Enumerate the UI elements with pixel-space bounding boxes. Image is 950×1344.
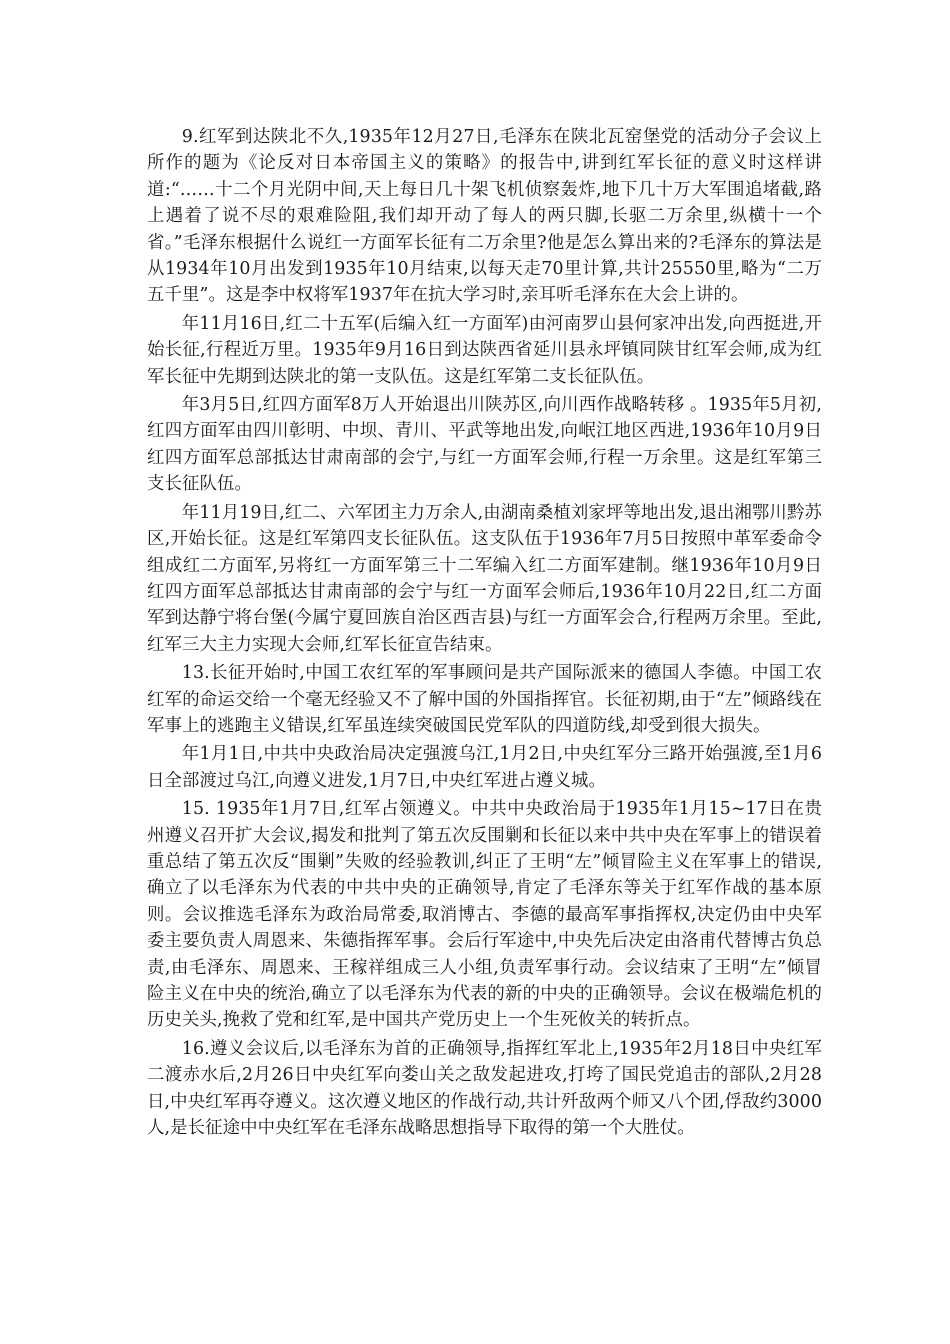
- paragraph-red-4th-front-army: 年3月5日,红四方面军8万人开始退出川陕苏区,向川西作战略转移 。1935年5月初,红四方面军由四川彰明、中坝、青川、平武等地出发,向岷江地区西进,1936年10月9日红四方面军总部抵达甘肃南部的会宁,与红一方面军会师,行程一万余里。这是红军第三支长征队伍。: [147, 395, 822, 495]
- paragraph-9-long-march-meaning: 9.红军到达陕北不久,1935年12月27日,毛泽东在陕北瓦窑堡党的活动分子会议上所作的题为《论反对日本帝国主义的策略》的报告中,讲到红军长征的意义时这样讲道:“……十二个月光阴中间,天上每日几十架飞机侦察轰炸,地下几十万大军围追堵截,路上遇着了说不尽的艰难险阻,我们却开动了每人的两只脚,长驱二万余里,纵横十一个省。”毛泽东根据什么说红一方面军长征有二万余里?他是怎么算出来的?毛泽东的算法是从1934年10月出发到1935年10月结束,以每天走70里计算,共计25550里,略为“二万五千里”。这是李中权将军1937年在抗大学习时,亲耳听毛泽东在大会上讲的。: [147, 127, 822, 306]
- paragraph-wujiang-crossing: 年1月1日,中共中央政治局决定强渡乌江,1月2日,中央红军分三路开始强渡,至1月6日全部渡过乌江,向遵义进发,1月7日,中央红军进占遵义城。: [147, 744, 822, 791]
- paragraph-13-otto-braun: 13.长征开始时,中国工农红军的军事顾问是共产国际派来的德国人李德。中国工农红军的命运交给一个毫无经验又不了解中国的外国指挥官。长征初期,由于“左”倾路线在军事上的逃跑主义错误,红军虽连续突破国民党军队的四道防线,却受到很大损失。: [147, 663, 822, 736]
- paragraph-red-25th-army: 年11月16日,红二十五军(后编入红一方面军)由河南罗山县何家冲出发,向西挺进,开始长征,行程近万里。1935年9月16日到达陕西省延川县永坪镇同陕甘红军会师,成为红军长征中先期到达陕北的第一支队伍。这是红军第二支长征队伍。: [147, 313, 822, 387]
- paragraph-15-zunyi-conference: 15. 1935年1月7日,红军占领遵义。中共中央政治局于1935年1月15~17日在贵州遵义召开扩大会议,揭发和批判了第五次反围剿和长征以来中共中央在军事上的错误着重总结了第五次反“围剿”失败的经验教训,纠正了王明“左”倾冒险主义在军事上的错误,确立了以毛泽东为代表的中共中央的正确领导,肯定了毛泽东等关于红军作战的基本原则。会议推选毛泽东为政治局常委,取消博古、李德的最高军事指挥权,决定仍由中央军委主要负责人周恩来、朱德指挥军事。会后行军途中,中央先后决定由洛甫代替博古负总责,由毛泽东、周恩来、王稼祥组成三人小组,负责军事行动。会议结束了王明“左”倾冒险主义在中央的统治,确立了以毛泽东为代表的新的中央的正确领导。会议在极端危机的历史关头,挽救了党和红军,是中国共产党历史上一个生死攸关的转折点。: [147, 799, 822, 1031]
- paragraph-red-2nd-6th-corps: 年11月19日,红二、六军团主力万余人,由湖南桑植刘家坪等地出发,退出湘鄂川黔苏区,开始长征。这是红军第四支长征队伍。这支队伍于1936年7月5日按照中革军委命令组成红二方面军,另将红一方面军第三十二军编入红二方面军建制。继1936年10月9日红四方面军总部抵达甘肃南部的会宁与红一方面军会师后,1936年10月22日,红二方面军到达静宁将台堡(今属宁夏回族自治区西吉县)与红一方面军会合,行程两万余里。至此,红军三大主力实现大会师,红军长征宣告结束。: [147, 502, 822, 655]
- document-body: [147, 124, 822, 1143]
- paragraph-16-first-victory: 16.遵义会议后,以毛泽东为首的正确领导,指挥红军北上,1935年2月18日中央红军二渡赤水后,2月26日中央红军向娄山关之敌发起进攻,打垮了国民党追击的部队,2月28日,中央红军再夺遵义。这次遵义地区的作战行动,共计歼敌两个师又八个团,俘敌约3000人,是长征途中中央红军在毛泽东战略思想指导下取得的第一个大胜仗。: [147, 1038, 822, 1139]
